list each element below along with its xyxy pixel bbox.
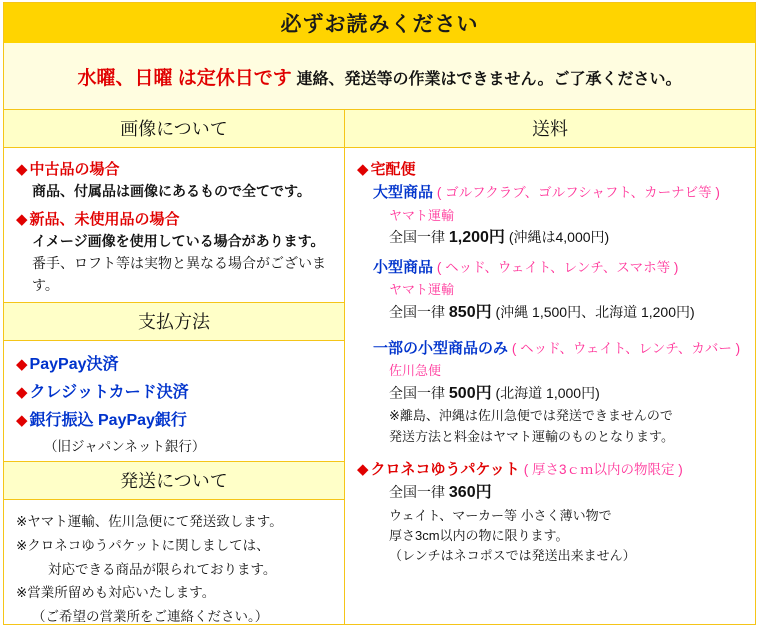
partial-item-price-prefix: 全国一律 bbox=[389, 384, 445, 401]
yupacket-title-note: ( 厚さ3ｃｍ以内の物限定 ) bbox=[523, 461, 683, 477]
images-item-1-text: 商品、付属品は画像にあるもので全てです。 bbox=[32, 183, 311, 200]
yupacket-price: 360円 bbox=[448, 483, 492, 501]
small-item-price-note: (沖縄 1,500円、北海道 1,200円) bbox=[495, 303, 695, 320]
images-item-2-title-row bbox=[16, 208, 332, 231]
partial-item-price-note: (北海道 1,000円) bbox=[495, 384, 600, 401]
left-column bbox=[4, 110, 345, 624]
diamond-bullet-icon: ◆ bbox=[357, 161, 369, 178]
yupacket-note-1: ウェイト、マーカー等 小さく薄い物で bbox=[389, 507, 612, 523]
payment-method-2-row bbox=[16, 379, 332, 407]
large-item-row bbox=[357, 181, 743, 204]
diamond-bullet-icon: ◆ bbox=[16, 412, 28, 430]
diamond-bullet-icon: ◆ bbox=[16, 356, 28, 374]
right-column bbox=[345, 110, 755, 624]
notice-band bbox=[4, 43, 755, 110]
section-heading-shipping-fee: 送料 bbox=[345, 110, 755, 148]
small-item-label: 小型商品 bbox=[373, 258, 434, 276]
payment-method-1-row bbox=[16, 351, 332, 379]
section-heading-payment: 支払方法 bbox=[4, 302, 344, 341]
partial-item-carrier: 佐川急便 bbox=[389, 362, 442, 378]
small-item-price-row bbox=[357, 301, 743, 326]
partial-item-remark-1: ※離島、沖縄は佐川急便では発送できませんので bbox=[389, 408, 673, 424]
shipping-note-1: ※ヤマト運輸、佐川急便にて発送致します。 bbox=[16, 514, 283, 530]
section-body-shipping-fee bbox=[345, 148, 755, 624]
large-item-note: ( ゴルフクラブ、ゴルフシャフト、カーナビ等 ) bbox=[436, 185, 720, 201]
section-body-payment bbox=[4, 341, 344, 461]
small-item-carrier: ヤマト運輸 bbox=[389, 282, 455, 298]
large-item-carrier-row bbox=[357, 205, 743, 227]
small-item-note: ( ヘッド、ウェイト、レンチ、スマホ等 ) bbox=[436, 259, 679, 275]
section-heading-images: 画像について bbox=[4, 110, 344, 148]
partial-item-price: 500円 bbox=[448, 384, 492, 402]
takuhai-title-row bbox=[357, 158, 743, 181]
shipping-note-4: ※営業所留めも対応いたします。 bbox=[16, 585, 216, 601]
notice-line bbox=[78, 63, 682, 90]
section-heading-shipping-about: 発送について bbox=[4, 461, 344, 500]
page-title: 必ずお読みください bbox=[280, 13, 479, 36]
yupacket-price-row bbox=[357, 481, 743, 506]
section-body-images bbox=[4, 148, 344, 302]
shipping-note-2: ※クロネコゆうパケットに関しましては、 bbox=[16, 537, 270, 553]
partial-item-remark-2: 発送方法と料金はヤマト運輸のものとなります。 bbox=[389, 428, 674, 444]
small-item-price-prefix: 全国一律 bbox=[389, 303, 445, 320]
info-sheet bbox=[3, 2, 756, 625]
partial-item-price-row bbox=[357, 382, 743, 407]
yupacket-note-2: 厚さ3cm以内の物に限ります。 bbox=[389, 527, 569, 543]
images-item-1-title-row bbox=[16, 158, 332, 181]
content-columns bbox=[4, 110, 755, 624]
large-item-label: 大型商品 bbox=[373, 184, 434, 202]
large-item-price-row bbox=[357, 226, 743, 251]
images-item-2-text-1: イメージ画像を使用している場合があります。 bbox=[32, 233, 325, 250]
partial-item-row bbox=[357, 337, 743, 360]
large-item-carrier: ヤマト運輸 bbox=[389, 207, 455, 223]
shipping-note-5: （ご希望の営業所をご連絡ください。） bbox=[32, 608, 269, 624]
payment-method-3-row bbox=[16, 407, 332, 435]
large-item-price-prefix: 全国一律 bbox=[389, 229, 445, 246]
takuhai-title: 宅配便 bbox=[370, 161, 416, 178]
yupacket-title-row bbox=[357, 458, 743, 481]
large-item-price-note: (沖縄は4,000円) bbox=[508, 229, 610, 246]
images-item-2-text-2: 番手、ロフト等は実物と異なる場合がございます。 bbox=[32, 254, 326, 293]
section-body-shipping-about bbox=[4, 500, 344, 627]
partial-item-label: 一部の小型商品のみ bbox=[373, 339, 509, 357]
payment-method-3: 銀行振込 PayPay銀行 bbox=[29, 412, 187, 430]
diamond-bullet-icon: ◆ bbox=[357, 460, 369, 478]
payment-method-1: PayPay決済 bbox=[29, 356, 119, 374]
shipping-note-3: 対応できる商品が限られております。 bbox=[48, 561, 277, 577]
partial-item-carrier-row bbox=[357, 360, 743, 382]
large-item-price: 1,200円 bbox=[448, 229, 505, 247]
notice-closed-days: 水曜、日曜 は定休日です bbox=[77, 67, 292, 89]
yupacket-note-3: （レンチはネコポスでは発送出来ません） bbox=[389, 548, 636, 564]
small-item-price: 850円 bbox=[448, 303, 492, 321]
images-item-1-title: 中古品の場合 bbox=[29, 161, 120, 178]
small-item-row bbox=[357, 256, 743, 279]
diamond-bullet-icon: ◆ bbox=[16, 161, 28, 178]
header-band bbox=[4, 3, 755, 43]
payment-method-2: クレジットカード決済 bbox=[29, 384, 189, 402]
yupacket-title: クロネコゆうパケット bbox=[370, 460, 520, 478]
yupacket-price-prefix: 全国一律 bbox=[389, 483, 445, 500]
diamond-bullet-icon: ◆ bbox=[16, 384, 28, 402]
small-item-carrier-row bbox=[357, 279, 743, 301]
diamond-bullet-icon: ◆ bbox=[16, 210, 28, 228]
partial-item-note: ( ヘッド、ウェイト、レンチ、カバー ) bbox=[511, 340, 741, 356]
images-item-2-title: 新品、未使用品の場合 bbox=[29, 210, 180, 228]
payment-method-3-sub: （旧ジャパンネット銀行） bbox=[44, 439, 206, 455]
notice-detail: 連絡、発送等の作業はできません。ご了承ください。 bbox=[296, 70, 682, 88]
